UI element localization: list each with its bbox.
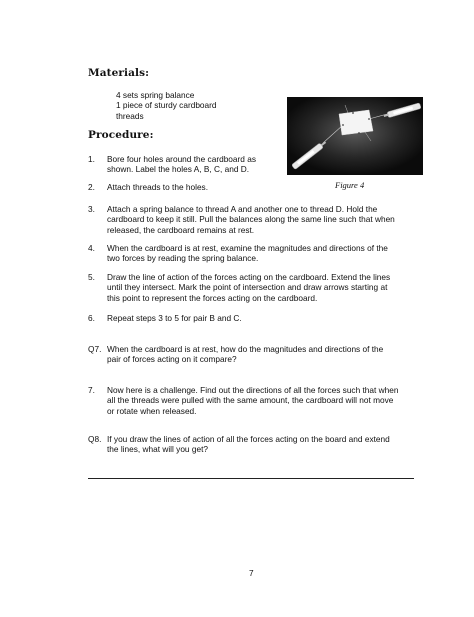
step-number: 7. (88, 385, 95, 395)
procedure-heading: Procedure: (88, 129, 154, 141)
step-number: 5. (88, 272, 95, 282)
figure-4-photo (287, 97, 423, 175)
step-6-text: Repeat steps 3 to 5 for pair B and C. (107, 313, 242, 323)
materials-item: threads (116, 110, 144, 121)
step-5-text: Draw the line of action of the forces acting on the cardboard. Extend the lines until they intersect. Mark the point of intersection and draw arrows starting at this point to represent the forces acting on the cardboard. (107, 272, 391, 303)
materials-list (116, 90, 217, 121)
step-number: 4. (88, 243, 95, 253)
step-2-text: Attach threads to the holes. (107, 182, 209, 192)
step-number: 6. (88, 313, 95, 323)
question-number: Q8. (88, 434, 102, 444)
step-7-text: Now here is a challenge. Find out the directions of all the forces such that when all the threads were pulled with the same amount, the cardboard will not move or rotate when released. (107, 385, 399, 416)
spring-balance-setup-image (287, 97, 423, 175)
question-7-text: When the cardboard is at rest, how do the magnitudes and directions of the pair of forces acting on it compare? (107, 344, 384, 365)
step-4-text: When the cardboard is at rest, examine the magnitudes and directions of the two forces by reading the spring balance. (107, 243, 388, 264)
step-3-text: Attach a spring balance to thread A and another one to thread D. Hold the cardboard to keep it still. Pull the balances along the same line such that when released, the cardboard remains at rest. (107, 204, 395, 235)
materials-item: 4 sets spring balance (116, 90, 195, 100)
step-1-text: Bore four holes around the cardboard as shown. Label the holes A, B, C, and D. (107, 154, 256, 175)
materials-heading: Materials: (88, 67, 150, 79)
materials-item: 1 piece of sturdy cardboard (116, 100, 217, 111)
step-number: 2. (88, 182, 95, 192)
step-number: 3. (88, 204, 95, 214)
question-8-text: If you draw the lines of action of all the forces acting on the board and extend the lines, what will you get? (107, 434, 390, 455)
step-number: 1. (88, 154, 95, 164)
question-number: Q7. (88, 344, 102, 354)
figure-caption: Figure 4 (335, 180, 365, 190)
answer-line (88, 478, 414, 479)
page-number: 7 (249, 568, 254, 578)
